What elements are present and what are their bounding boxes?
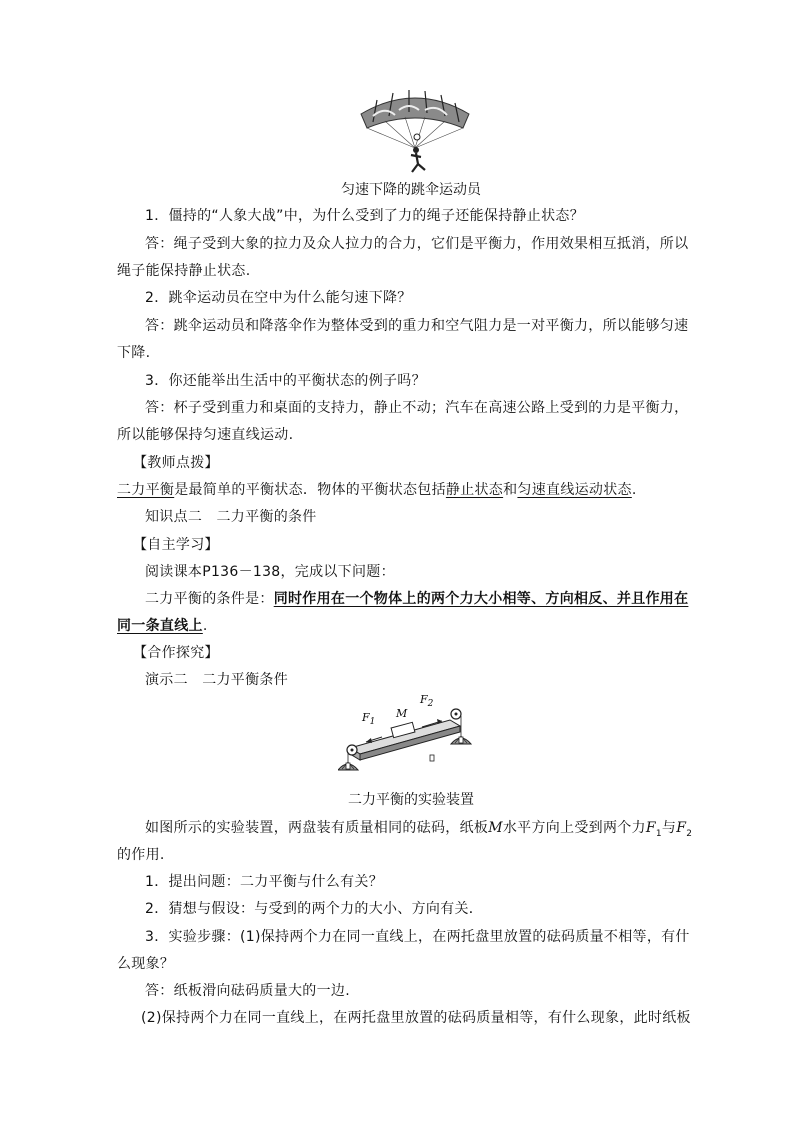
answer-2-line-2: 下降. [117,345,151,361]
demo-title: 演示二 二力平衡条件 [145,672,288,688]
condition-answer: 同时作用在一个物体上的两个力大小相等、方向相反、并且作用在 [273,591,689,607]
label-f1: $F_1$ [362,711,376,728]
step-3-line-1: 3．实验步骤：(1)保持两个力在同一直线上，在两托盘里放置的砝码质量不相等，有什 [145,929,690,945]
label-f2: $F_2$ [420,693,434,710]
parachutist-figure [355,88,475,178]
figure2-caption: 二力平衡的实验装置 [348,792,474,808]
coop-heading: 【合作探究】 [133,645,219,661]
answer-3-line-1: 答：杯子受到重力和桌面的支持力，静止不动；汽车在高速公路上受到的力是平衡力， [145,400,689,416]
self-study-reading: 阅读课本P136－138，完成以下问题： [145,564,395,580]
tip-underline-2: 静止状态 [445,482,504,498]
teacher-tip-heading: 【教师点拨】 [133,455,219,471]
apparatus-description-line-2: 的作用. [117,847,165,863]
step-3-answer: 答：纸板滑向砝码质量大的一边. [145,983,350,999]
tip-underline-1: 二力平衡 [117,482,175,498]
knowledge-point-title: 知识点二 二力平衡的条件 [145,509,317,525]
teacher-tip-text: 二力平衡是最简单的平衡状态．物体的平衡状态包括静止状态和匀速直线运动状态. [117,482,637,498]
self-study-heading: 【自主学习】 [133,537,219,553]
step-1: 1．提出问题：二力平衡与什么有关？ [145,874,384,890]
condition-line-1: 二力平衡的条件是：同时作用在一个物体上的两个力大小相等、方向相反、并且作用在 [145,591,689,607]
step-3-line-2: 么现象？ [117,956,175,972]
figure1-caption: 匀速下降的跳伞运动员 [341,182,481,198]
answer-2-line-1: 答：跳伞运动员和降落伞作为整体受到的重力和空气阻力是一对平衡力，所以能够匀速 [145,318,689,334]
tip-underline-3: 匀速直线运动状态 [517,482,632,498]
answer-3-line-2: 所以能够保持匀速直线运动. [117,427,294,443]
question-2: 2．跳伞运动员在空中为什么能匀速下降？ [145,290,412,306]
apparatus-diagram [338,692,478,786]
apparatus-figure [338,692,478,786]
label-m: M [396,707,408,720]
answer-1-line-1: 答：绳子受到大象的拉力及众人拉力的合力，它们是平衡力，作用效果相互抵消，所以 [145,236,689,252]
question-1: 1．僵持的“人象大战”中，为什么受到了力的绳子还能保持静止状态？ [145,208,585,224]
answer-1-line-2: 绳子能保持静止状态. [117,263,251,279]
question-3: 3．你还能举出生活中的平衡状态的例子吗？ [145,373,426,389]
apparatus-description-line-1: 如图所示的实验装置，两盘装有质量相同的砝码，纸板M水平方向上受到两个力$F_1$与$F_2$ [145,820,693,839]
condition-line-2: 同一条直线上. [117,618,208,634]
step-2: 2．猜想与假设：与受到的两个力的大小、方向有关． [145,901,484,917]
step-3-part-2: (2)保持两个力在同一直线上，在两托盘里放置的砝码质量相等，有什么现象，此时纸板 [141,1010,691,1026]
parachutist-image [355,88,475,178]
